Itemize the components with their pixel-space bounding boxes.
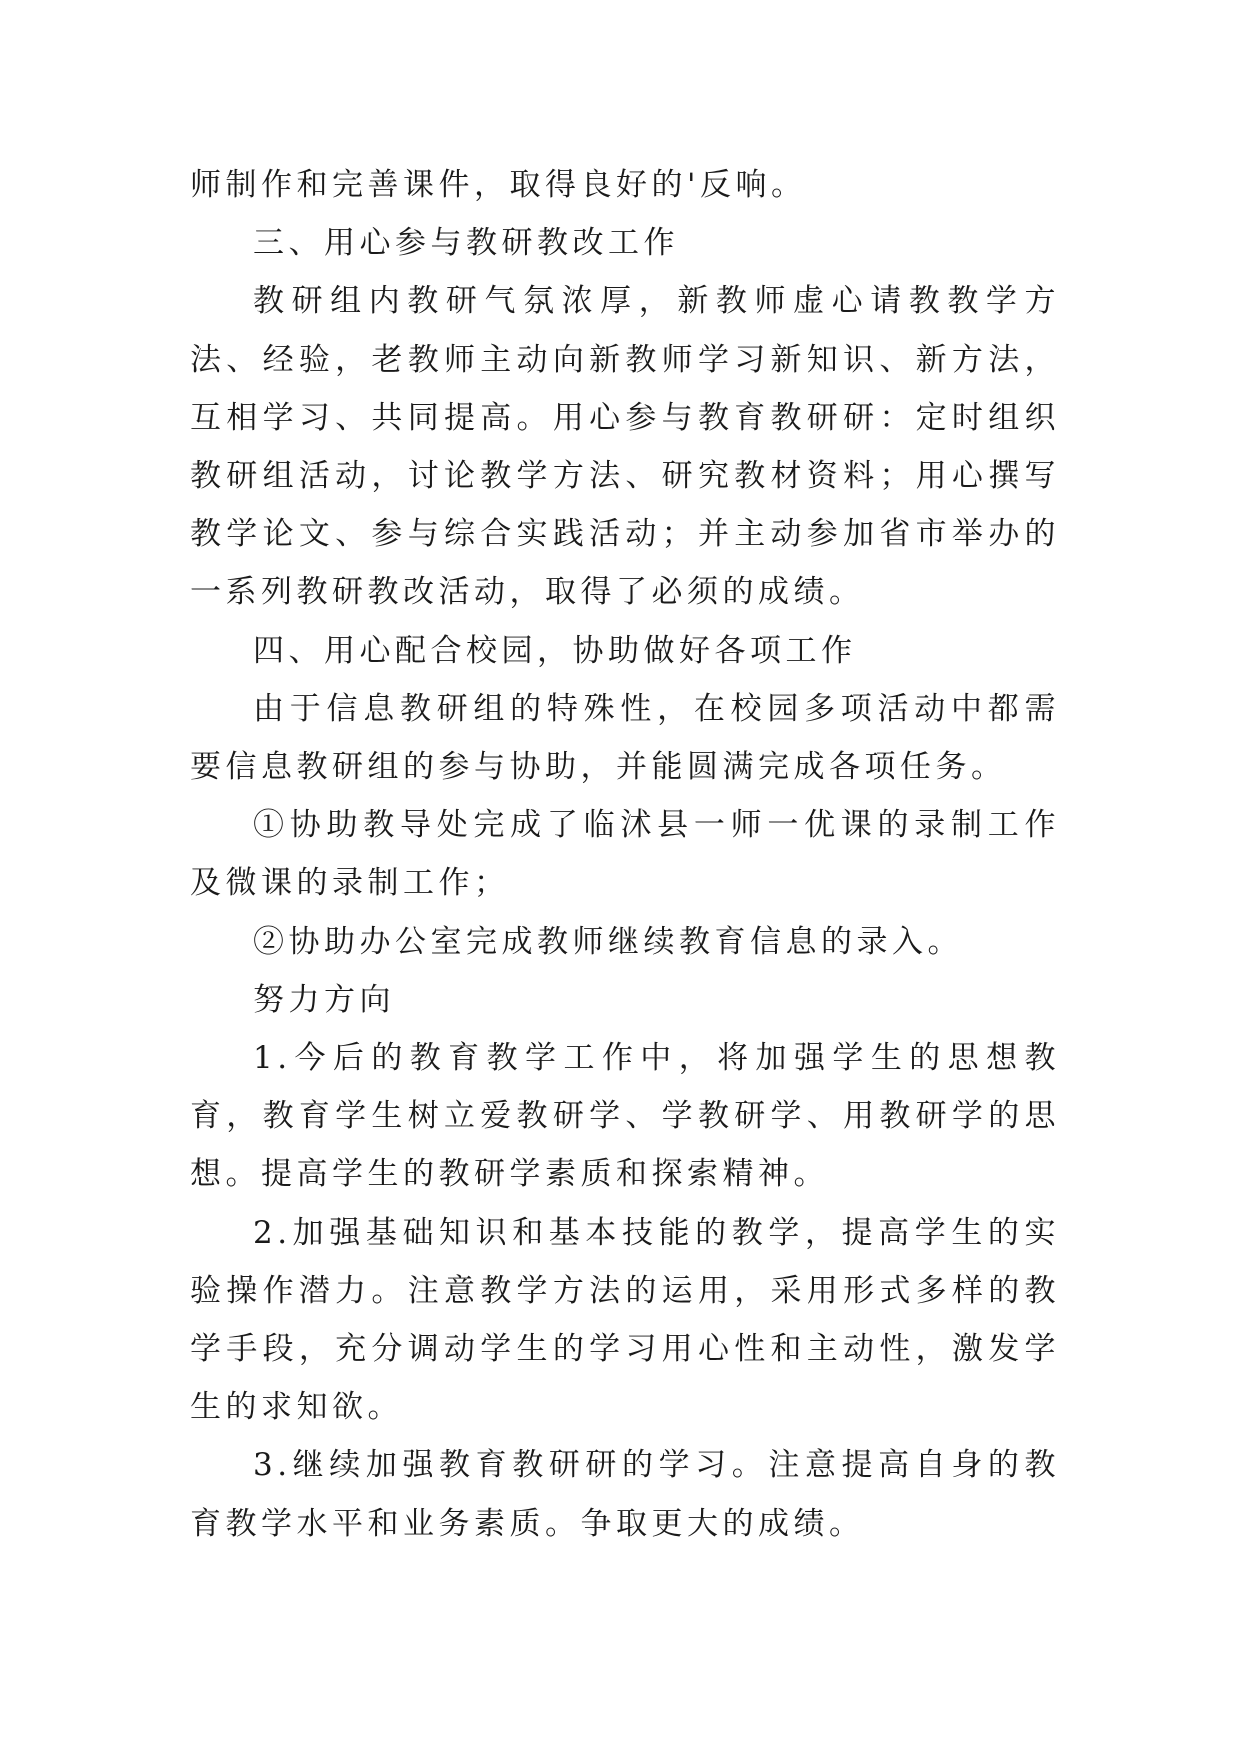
document-body: [190, 156, 1060, 1553]
list-item: ①协助教导处完成了临沭县一师一优课的录制工作及微课的录制工作；: [190, 807, 1060, 902]
numbered-item: 1.今后的教育教学工作中，将加强学生的思想教育，教育学生树立爱教研学、学教研学、用教研学的思想。提高学生的教研学素质和探索精神。: [190, 1040, 1060, 1193]
paragraph: 由于信息教研组的特殊性，在校园多项活动中都需要信息教研组的参与协助，并能圆满完成各项任务。: [190, 690, 1060, 786]
section-heading-3: 三、用心参与教研教改工作: [253, 225, 679, 262]
numbered-item: 3.继续加强教育教研研的学习。注意提高自身的教育教学水平和业务素质。争取更大的成绩。: [190, 1447, 1060, 1542]
section-heading-direction: 努力方向: [253, 981, 395, 1018]
numbered-item: 2.加强基础知识和基本技能的教学，提高学生的实验操作潜力。注意教学方法的运用，采用形式多样的教学手段，充分调动学生的学习用心性和主动性，激发学生的求知欲。: [190, 1214, 1060, 1426]
section-heading-4: 四、用心配合校园，协助做好各项工作: [253, 632, 857, 669]
paragraph: 教研组内教研气氛浓厚，新教师虚心请教教学方法、经验，老教师主动向新教师学习新知识、新方法，互相学习、共同提高。用心参与教育教研研：定时组织教研组活动，讨论教学方法、研究教材资料；用心撰写教学论文、参与综合实践活动；并主动参加省市举办的一系列教研教改活动，取得了必须的成绩。: [190, 283, 1060, 611]
list-item: ②协助办公室完成教师继续教育信息的录入。: [253, 923, 963, 960]
paragraph-continuation: 师制作和完善课件，取得良好的'反响。: [190, 167, 807, 203]
